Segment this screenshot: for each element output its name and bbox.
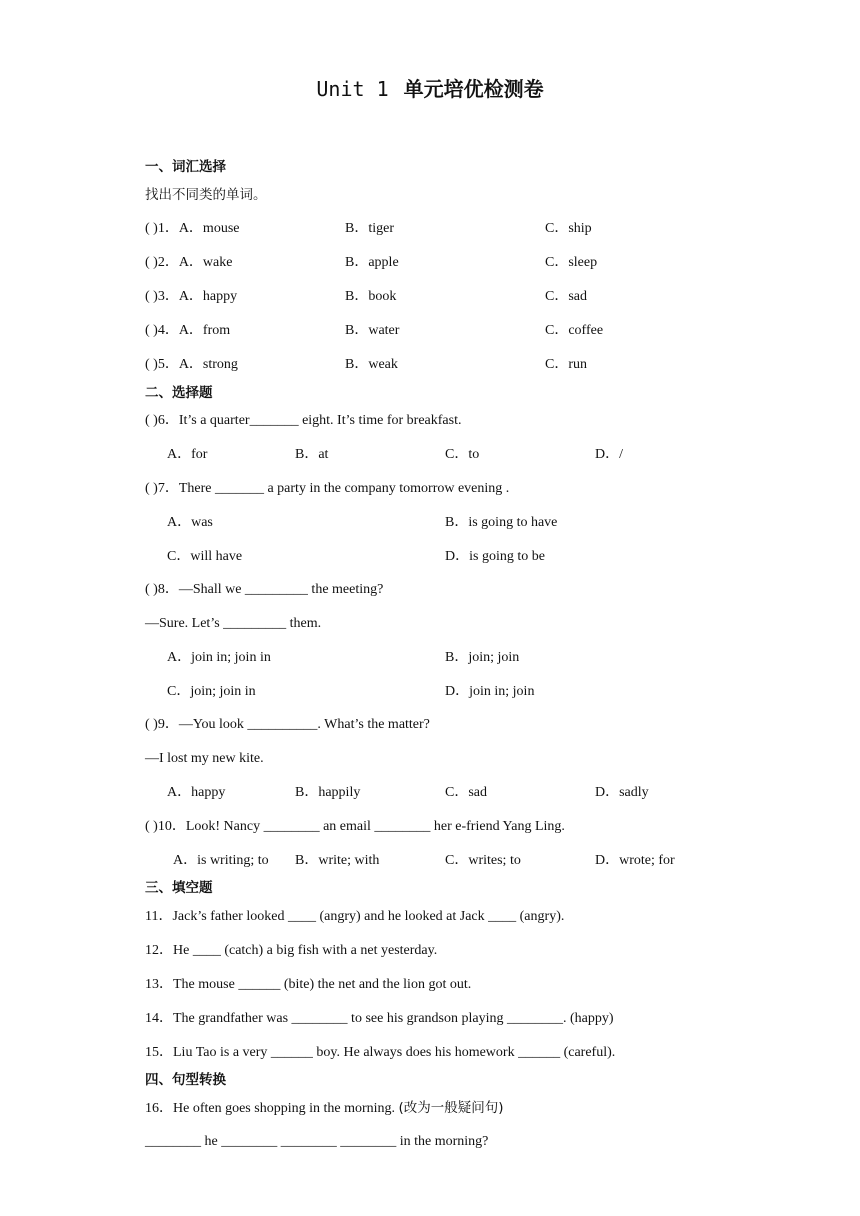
vocab-q3: ( )3．A．happy xyxy=(145,289,238,304)
mc-q10-a: A．is writing; to xyxy=(173,853,269,868)
mc-q6-a: A．for xyxy=(167,447,208,462)
mc-q7-a: A．was xyxy=(167,515,213,530)
mc-q10-b: B．write; with xyxy=(295,853,380,868)
vocab-q3-c: C．sad xyxy=(545,289,587,304)
mc-q6: ( )6．It’s a quarter_______ eight. It’s time for breakfast. xyxy=(145,413,462,428)
mc-q9-c: C．sad xyxy=(445,785,487,800)
vocab-q2-b: B．apple xyxy=(345,255,399,270)
vocab-q4: ( )4．A．from xyxy=(145,323,231,338)
mc-q7-d: D．is going to be xyxy=(445,549,545,564)
section-1-heading: 一、词汇选择 xyxy=(145,159,226,175)
vocab-q1-c: C．ship xyxy=(545,221,592,236)
transform-q16-note: (改为一般疑问句) xyxy=(398,1100,504,1116)
title-cn: 单元培优检测卷 xyxy=(403,79,544,101)
mc-q9: ( )9．—You look __________. What’s the matter? xyxy=(145,717,430,732)
mc-q8: ( )8．—Shall we _________ the meeting? xyxy=(145,582,384,597)
mc-q9-b: B．happily xyxy=(295,785,361,800)
mc-q8-b: B．join; join xyxy=(445,650,520,665)
mc-q8-a: A．join in; join in xyxy=(167,650,271,665)
section-2-heading: 二、选择题 xyxy=(145,385,213,401)
mc-q9-a: A．happy xyxy=(167,785,226,800)
mc-q7: ( )7．There _______ a party in the company tomorrow evening . xyxy=(145,481,510,496)
vocab-q5-c: C．run xyxy=(545,357,587,372)
title-unit: Unit 1 xyxy=(316,77,389,101)
vocab-q1-b: B．tiger xyxy=(345,221,394,236)
mc-q8-line2: —Sure. Let’s _________ them. xyxy=(145,616,322,631)
vocab-q4-b: B．water xyxy=(345,323,400,338)
fill-q15: 15．Liu Tao is a very ______ boy. He always does his homework ______ (careful). xyxy=(145,1045,616,1060)
fill-q14: 14．The grandfather was ________ to see his grandson playing ________. (happy) xyxy=(145,1011,614,1026)
mc-q9-d: D．sadly xyxy=(595,785,649,800)
mc-q7-c: C．will have xyxy=(167,549,243,564)
transform-q16-answer: ________ he ________ ________ ________ in the morning? xyxy=(145,1134,489,1149)
fill-q11: 11．Jack’s father looked ____ (angry) and he looked at Jack ____ (angry). xyxy=(145,909,565,924)
mc-q9-line2: —I lost my new kite. xyxy=(145,751,264,766)
mc-q8-d: D．join in; join xyxy=(445,684,535,699)
section-3-heading: 三、填空题 xyxy=(145,880,213,896)
mc-q6-d: D．/ xyxy=(595,447,623,462)
fill-q12: 12．He ____ (catch) a big fish with a net yesterday. xyxy=(145,943,438,958)
vocab-q4-c: C．coffee xyxy=(545,323,604,338)
mc-q10-d: D．wrote; for xyxy=(595,853,675,868)
mc-q6-b: B．at xyxy=(295,447,329,462)
mc-q7-b: B．is going to have xyxy=(445,515,558,530)
mc-q8-c: C．join; join in xyxy=(167,684,256,699)
vocab-q2-c: C．sleep xyxy=(545,255,598,270)
vocab-q1: ( )1．A．mouse xyxy=(145,221,240,236)
mc-q6-c: C．to xyxy=(445,447,480,462)
section-4-heading: 四、句型转换 xyxy=(145,1072,226,1088)
section-1-instruction: 找出不同类的单词。 xyxy=(145,187,267,203)
mc-q10-c: C．writes; to xyxy=(445,853,521,868)
vocab-q5-b: B．weak xyxy=(345,357,398,372)
vocab-q3-b: B．book xyxy=(345,289,397,304)
vocab-q5: ( )5．A．strong xyxy=(145,357,238,372)
fill-q13: 13．The mouse ______ (bite) the net and the lion got out. xyxy=(145,977,472,992)
transform-q16-sentence: 16．He often goes shopping in the morning. xyxy=(145,1101,396,1116)
page-title xyxy=(0,77,860,102)
mc-q10: ( )10．Look! Nancy ________ an email ________ her e-friend Yang Ling. xyxy=(145,819,565,834)
transform-q16 xyxy=(145,1099,504,1118)
vocab-q2: ( )2．A．wake xyxy=(145,255,233,270)
